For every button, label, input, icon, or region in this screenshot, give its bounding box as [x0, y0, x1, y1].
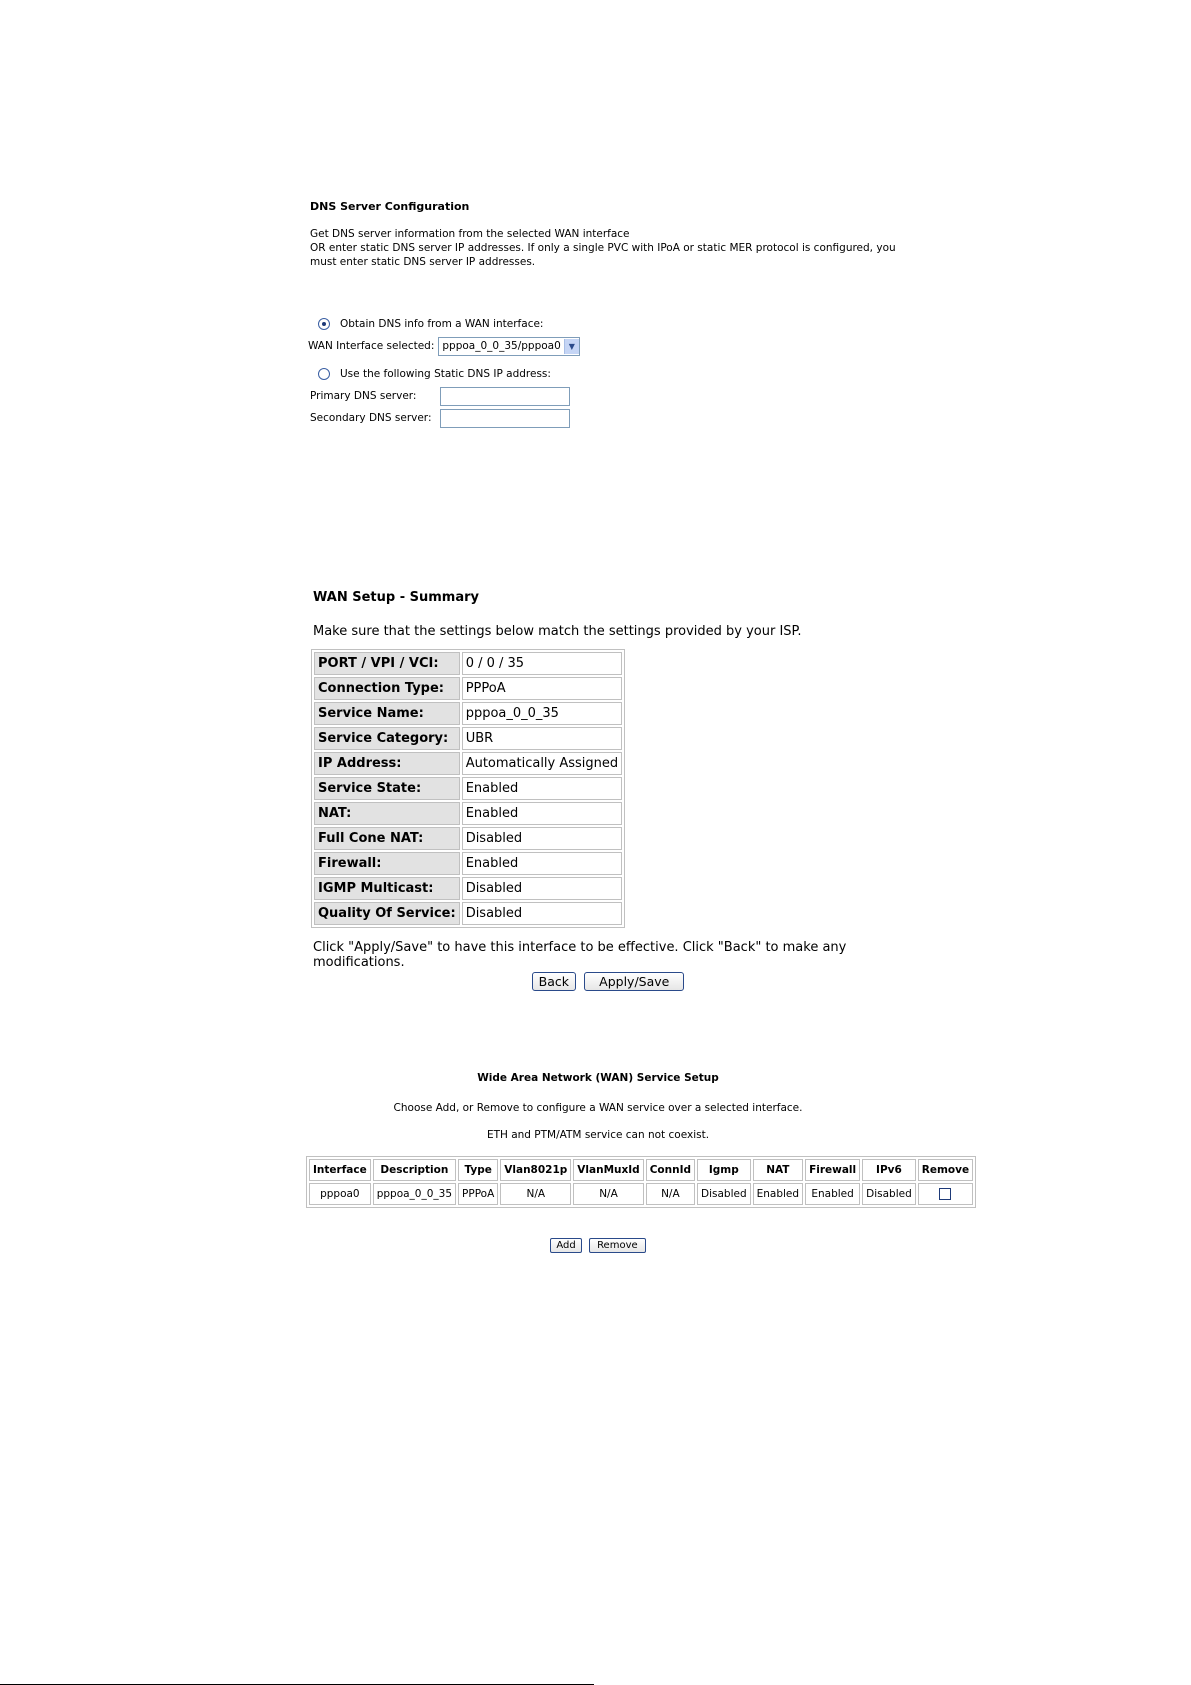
- summary-value: Disabled: [462, 877, 622, 900]
- summary-value: PPPoA: [462, 677, 622, 700]
- table-row: [309, 1183, 973, 1205]
- summary-buttons: [313, 972, 903, 991]
- summary-key: Service Name:: [314, 702, 460, 725]
- obtain-dns-radio[interactable]: [318, 318, 330, 330]
- table-row: [314, 827, 622, 850]
- table-cell: N/A: [646, 1183, 695, 1205]
- column-header: Remove: [918, 1159, 973, 1181]
- summary-value: pppoa_0_0_35: [462, 702, 622, 725]
- wan-service-line2: ETH and PTM/ATM service can not coexist.: [486, 1129, 710, 1141]
- obtain-dns-option[interactable]: [310, 313, 900, 335]
- wan-service-line1: Choose Add, or Remove to configure a WAN service over a selected interface.: [393, 1102, 803, 1114]
- wan-interface-label: WAN Interface selected:: [308, 340, 435, 352]
- summary-value: Automatically Assigned: [462, 752, 622, 775]
- table-cell: Disabled: [862, 1183, 916, 1205]
- table-cell: Enabled: [805, 1183, 860, 1205]
- table-cell: Enabled: [753, 1183, 803, 1205]
- table-row: [314, 777, 622, 800]
- dns-description: [310, 227, 900, 269]
- summary-key: IGMP Multicast:: [314, 877, 460, 900]
- table-cell: Disabled: [697, 1183, 751, 1205]
- primary-dns-row: [310, 385, 900, 407]
- secondary-dns-label: Secondary DNS server:: [310, 412, 432, 424]
- summary-value: Disabled: [462, 902, 622, 925]
- summary-value: Enabled: [462, 777, 622, 800]
- table-cell: PPPoA: [458, 1183, 498, 1205]
- summary-key: Firewall:: [314, 852, 460, 875]
- table-row: [314, 727, 622, 750]
- chevron-down-icon[interactable]: ▼: [564, 339, 579, 354]
- summary-key: NAT:: [314, 802, 460, 825]
- remove-cell: [918, 1183, 973, 1205]
- summary-table: [311, 649, 625, 928]
- summary-value: Disabled: [462, 827, 622, 850]
- static-dns-label: Use the following Static DNS IP address:: [340, 368, 551, 380]
- column-header: NAT: [753, 1159, 803, 1181]
- static-dns-radio[interactable]: [318, 368, 330, 380]
- dns-title: DNS Server Configuration: [310, 200, 470, 213]
- table-row: [314, 877, 622, 900]
- summary-value: UBR: [462, 727, 622, 750]
- summary-key: Service State:: [314, 777, 460, 800]
- wan-interface-select[interactable]: [438, 337, 579, 356]
- table-cell: pppoa_0_0_35: [373, 1183, 456, 1205]
- column-header: Description: [373, 1159, 456, 1181]
- summary-description: Make sure that the settings below match the settings provided by your ISP.: [313, 624, 802, 639]
- summary-key: Quality Of Service:: [314, 902, 460, 925]
- column-header: IPv6: [862, 1159, 916, 1181]
- remove-button[interactable]: Remove: [589, 1238, 646, 1253]
- table-header-row: [309, 1159, 973, 1181]
- static-dns-option[interactable]: [310, 363, 900, 385]
- summary-key: Connection Type:: [314, 677, 460, 700]
- remove-checkbox[interactable]: [939, 1188, 951, 1200]
- column-header: Interface: [309, 1159, 371, 1181]
- wan-service-title: Wide Area Network (WAN) Service Setup: [477, 1072, 719, 1084]
- dns-desc-line1: Get DNS server information from the selected WAN interface: [310, 228, 630, 240]
- table-row: [314, 702, 622, 725]
- table-row: [314, 802, 622, 825]
- summary-value: Enabled: [462, 802, 622, 825]
- table-row: [314, 677, 622, 700]
- table-cell: N/A: [573, 1183, 643, 1205]
- primary-dns-input[interactable]: [440, 387, 570, 406]
- summary-title: WAN Setup - Summary: [313, 590, 479, 605]
- wan-service-setup-section: [306, 1072, 970, 1253]
- summary-key: IP Address:: [314, 752, 460, 775]
- summary-note: Click "Apply/Save" to have this interface to be effective. Click "Back" to make any modifications.: [313, 940, 847, 970]
- column-header: VlanMuxId: [573, 1159, 643, 1181]
- column-header: Vlan8021p: [500, 1159, 571, 1181]
- table-row: [314, 652, 622, 675]
- table-row: [314, 752, 622, 775]
- summary-key: Full Cone NAT:: [314, 827, 460, 850]
- table-cell: pppoa0: [309, 1183, 371, 1205]
- wan-service-buttons: [306, 1238, 890, 1253]
- column-header: Igmp: [697, 1159, 751, 1181]
- summary-value: 0 / 0 / 35: [462, 652, 622, 675]
- wan-service-table: [306, 1156, 976, 1208]
- dns-desc-line3: must enter static DNS server IP addresses.: [310, 256, 536, 268]
- obtain-dns-label: Obtain DNS info from a WAN interface:: [340, 318, 544, 330]
- summary-key: PORT / VPI / VCI:: [314, 652, 460, 675]
- summary-value: Enabled: [462, 852, 622, 875]
- wan-interface-row: [308, 335, 900, 357]
- wan-summary-section: [313, 590, 913, 991]
- table-cell: N/A: [500, 1183, 571, 1205]
- column-header: ConnId: [646, 1159, 695, 1181]
- wan-interface-value: pppoa_0_0_35/pppoa0: [442, 340, 561, 352]
- table-row: [314, 852, 622, 875]
- table-row: [314, 902, 622, 925]
- dns-desc-line2: OR enter static DNS server IP addresses. If only a single PVC with IPoA or static MER protocol is configured, you: [310, 242, 896, 254]
- dns-config-section: [310, 200, 900, 429]
- secondary-dns-row: [310, 407, 900, 429]
- back-button[interactable]: Back: [532, 972, 576, 991]
- column-header: Type: [458, 1159, 498, 1181]
- summary-key: Service Category:: [314, 727, 460, 750]
- column-header: Firewall: [805, 1159, 860, 1181]
- primary-dns-label: Primary DNS server:: [310, 390, 417, 402]
- secondary-dns-input[interactable]: [440, 409, 570, 428]
- apply-save-button[interactable]: Apply/Save: [584, 972, 684, 991]
- add-button[interactable]: Add: [550, 1238, 581, 1253]
